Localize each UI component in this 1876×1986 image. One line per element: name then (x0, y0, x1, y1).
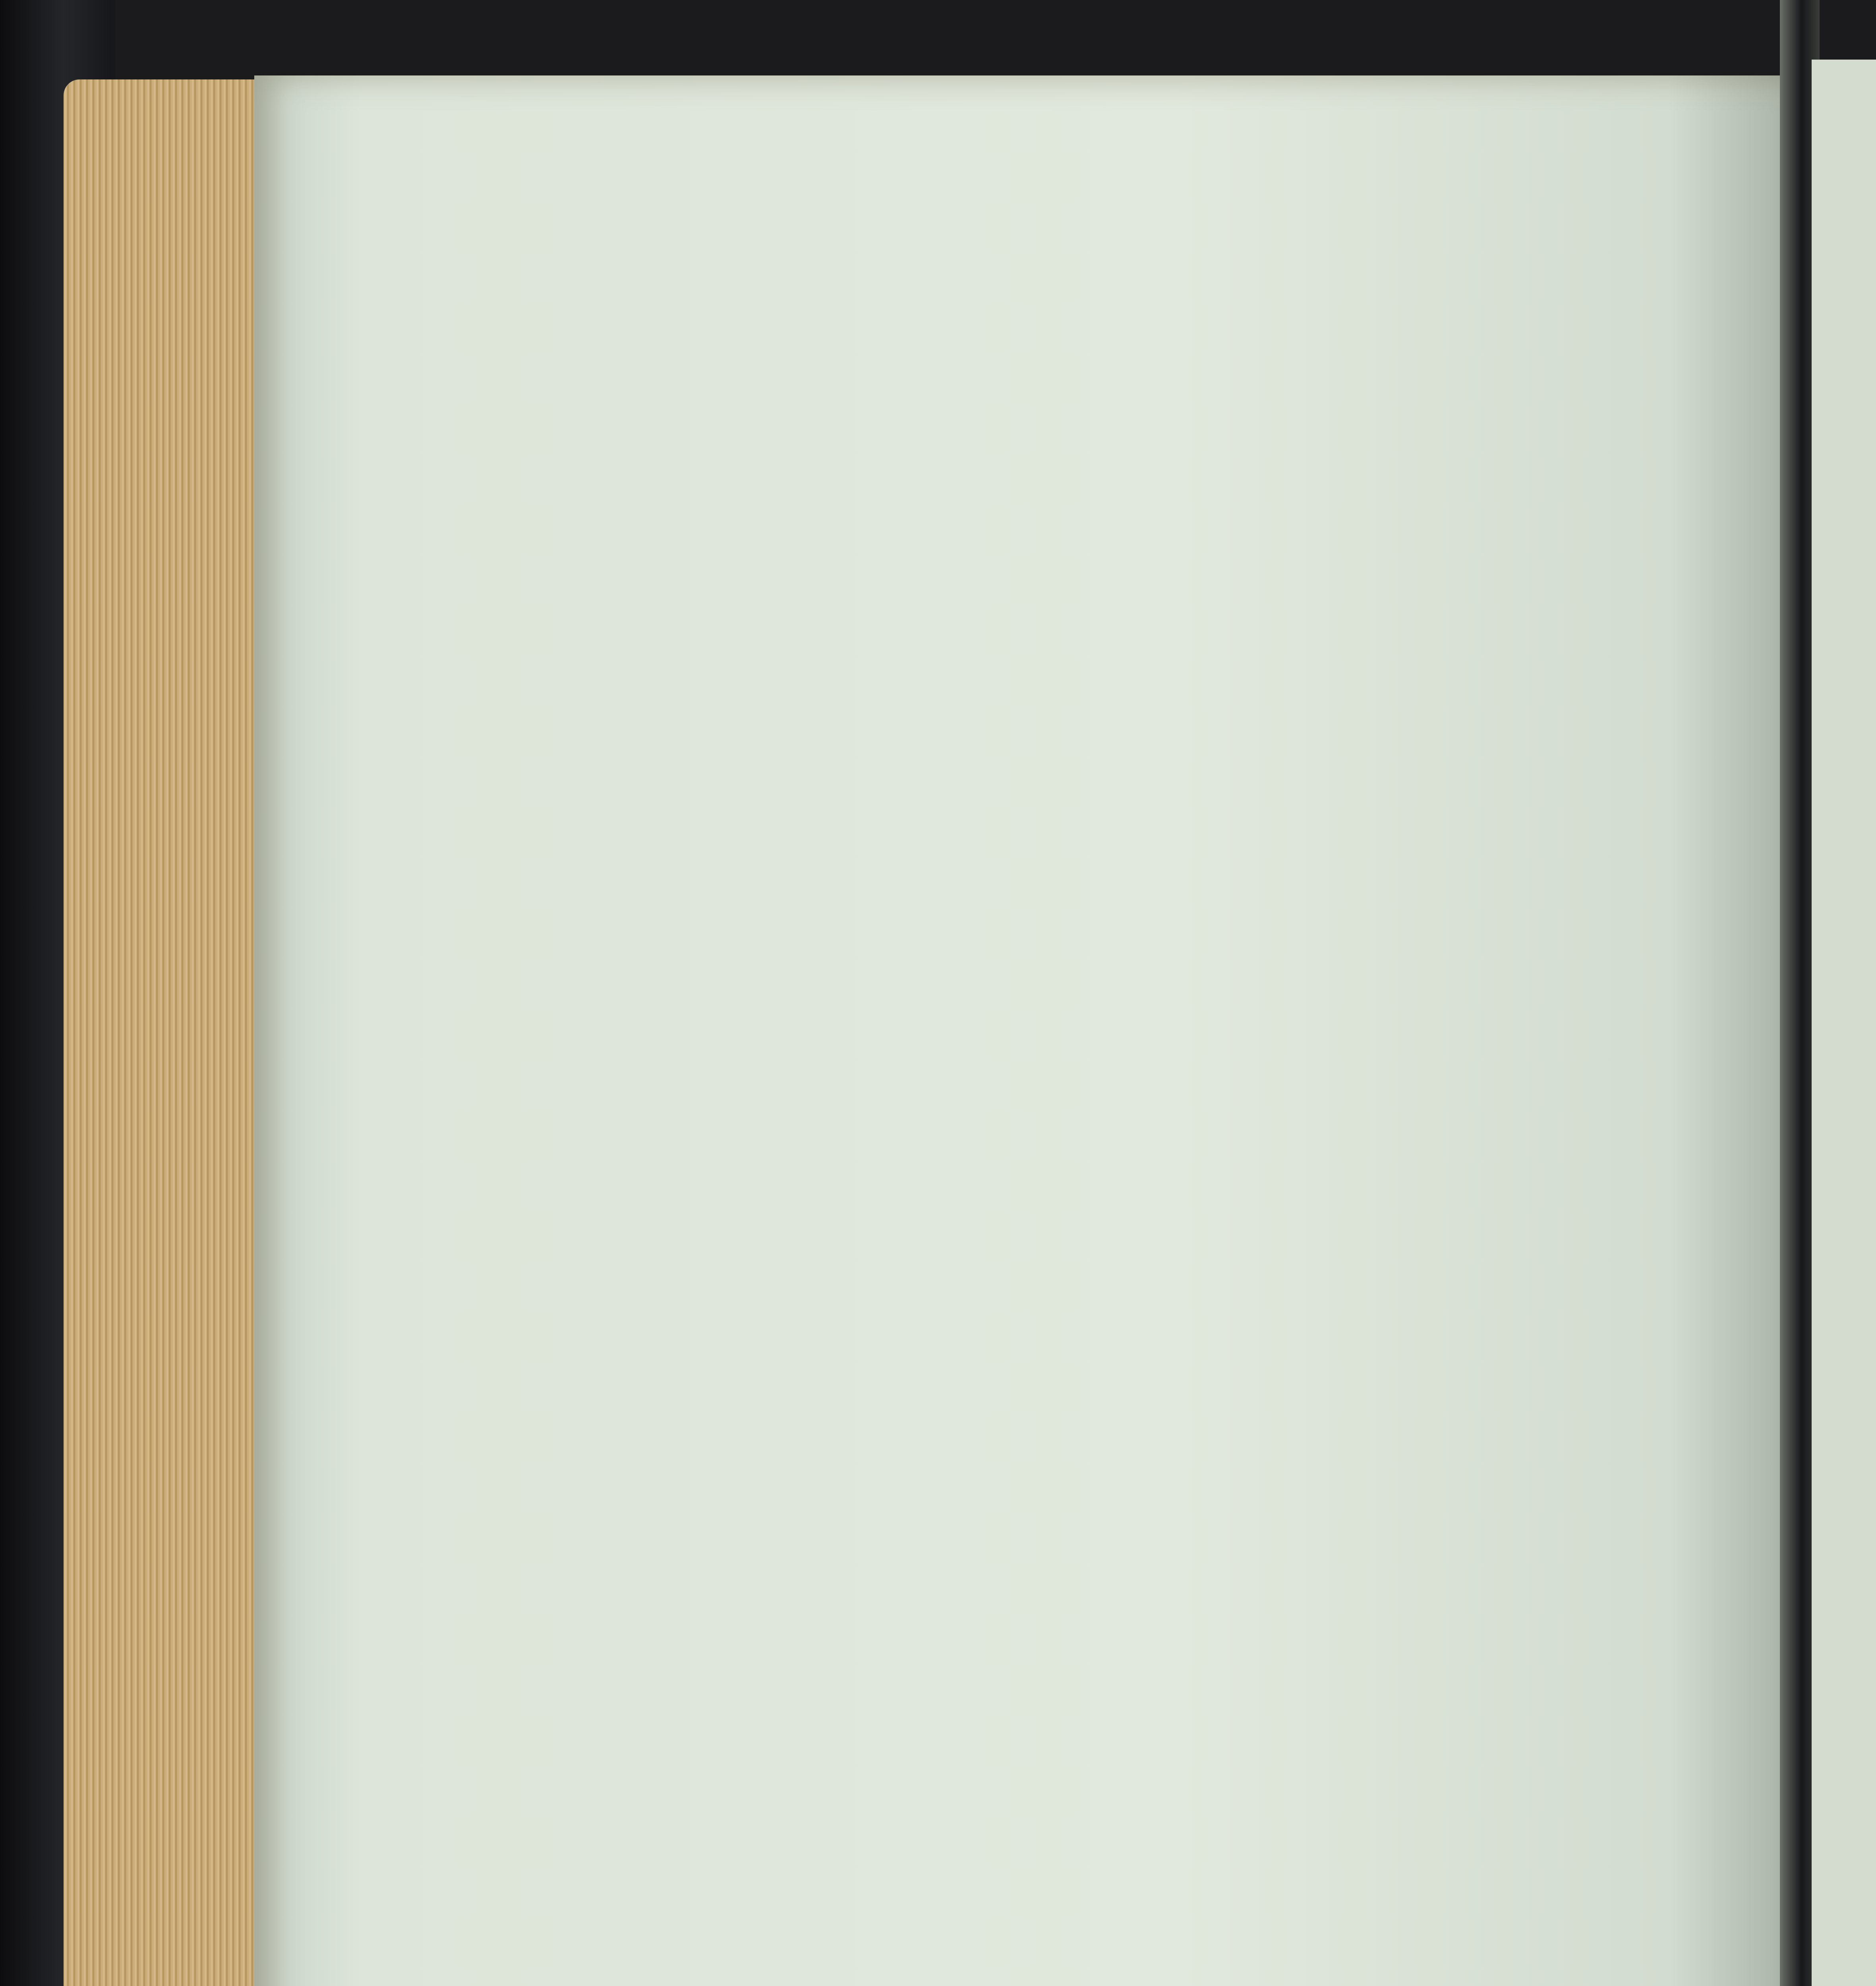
route-title (644, 193, 1876, 207)
milwaukee-hotel (707, 193, 1876, 206)
mileage-header (644, 193, 1876, 207)
route-via (644, 193, 1876, 207)
route-entries (644, 193, 1876, 207)
route-meta (644, 193, 1876, 207)
mileages-label (644, 204, 953, 207)
dekalb-inn (667, 174, 1876, 186)
page-content (644, 174, 1876, 1986)
left-page (254, 75, 1792, 1986)
running-header (644, 174, 1876, 187)
right-page-fragment (1812, 60, 1876, 1986)
previous-route-end (644, 174, 1876, 187)
page-number (708, 209, 1876, 222)
milwaukee-cafe (707, 193, 1876, 206)
dekalb-diverge (660, 174, 1876, 186)
milwaukee-city-map (707, 193, 1876, 206)
mileage-labels (644, 204, 953, 207)
total-intermed-label (644, 204, 953, 207)
